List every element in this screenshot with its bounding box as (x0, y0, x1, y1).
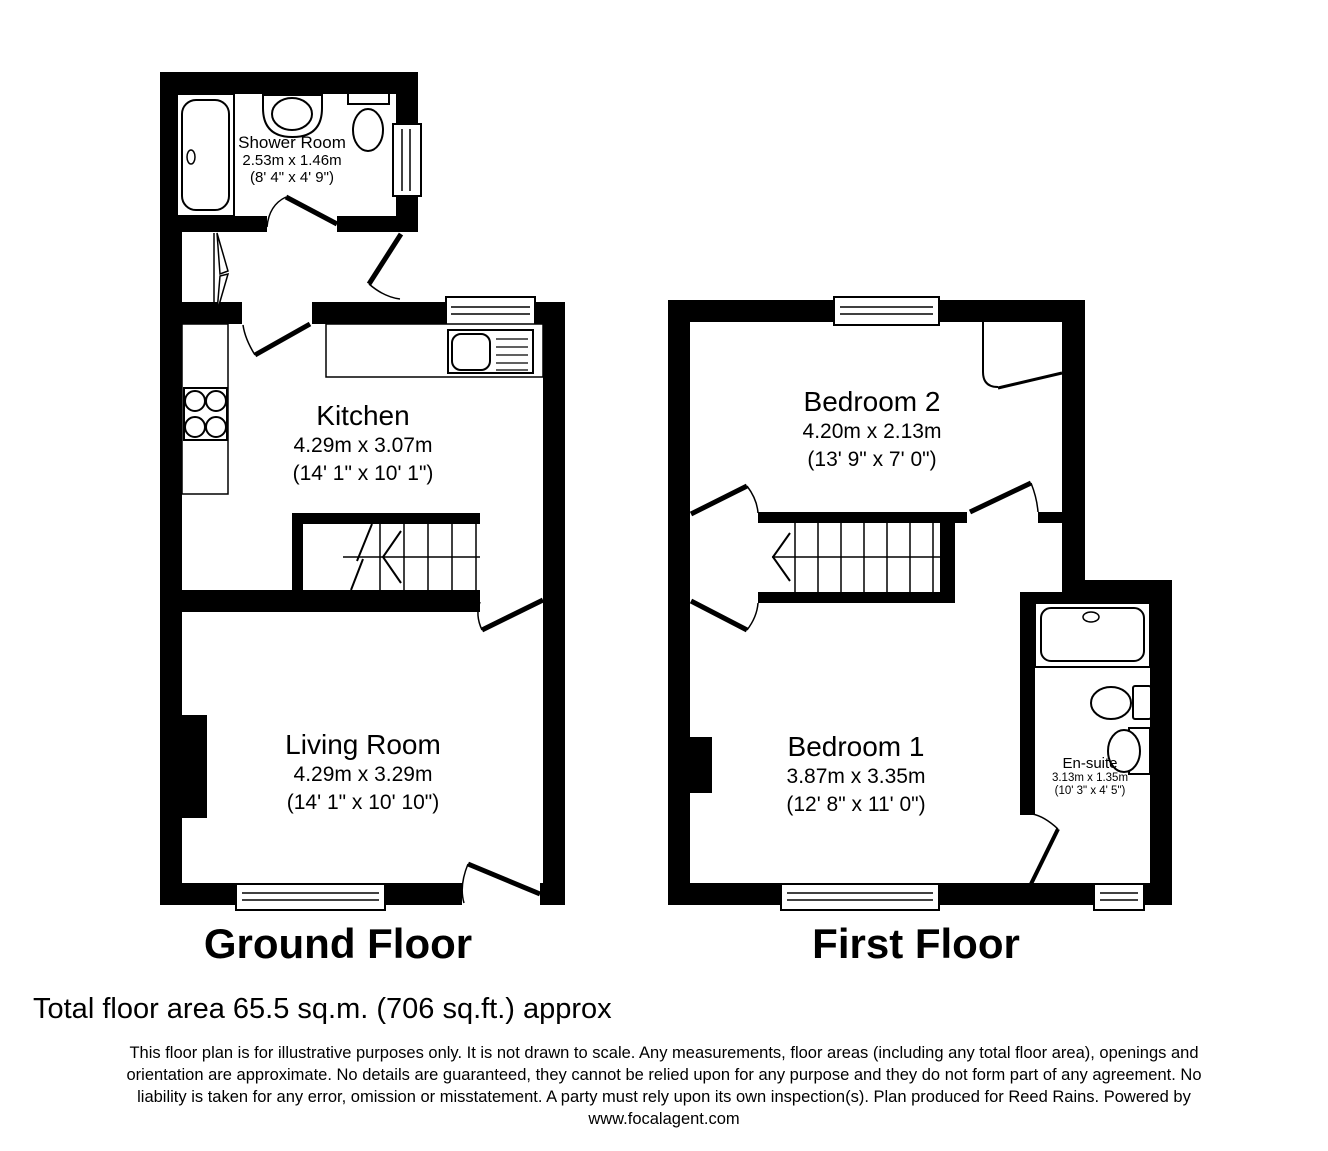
toilet-fixture-shower-room (348, 93, 389, 151)
room-label-bedroom1 (786, 730, 925, 819)
room-dim-metric: 3.87m x 3.35m (786, 765, 926, 788)
ground-floor-title: Ground Floor (203, 920, 473, 967)
window-bedroom1 (781, 884, 939, 910)
sink-fixture-kitchen (448, 330, 533, 373)
room-dim-imperial: (10' 3" x 4' 5") (1054, 785, 1126, 797)
window-ensuite (1094, 884, 1144, 910)
room-dim-imperial: (13' 9" x 7' 0") (807, 448, 937, 471)
door-kitchen-living (478, 600, 543, 630)
bath-fixture (177, 94, 234, 216)
door-bedroom2-left (691, 486, 758, 514)
room-label-ensuite (1052, 755, 1128, 798)
room-dim-imperial: (14' 1" x 10' 1") (292, 462, 434, 485)
disclaimer-line: orientation are approximate. No details are guaranteed, they cannot be relied upon for any purpose and they do not form part of any agreement. No (126, 1066, 1202, 1084)
room-label-living-room (285, 728, 441, 817)
chimney-breast-bedroom1 (690, 737, 712, 793)
toilet-fixture-ensuite (1091, 686, 1151, 719)
stairs-ground-floor (343, 524, 480, 590)
room-name: Shower Room (238, 133, 346, 152)
disclaimer (14, 1042, 1314, 1130)
room-name: Living Room (285, 729, 441, 760)
room-dim-metric: 3.13m x 1.35m (1051, 772, 1129, 784)
door-bedroom1 (691, 601, 758, 630)
room-dim-metric: 4.29m x 3.07m (293, 434, 433, 457)
window-living-room (236, 884, 385, 910)
door-shower-room (267, 197, 337, 227)
room-label-bedroom2 (803, 385, 942, 474)
basin-fixture-shower-room (263, 95, 322, 137)
stairs-first-floor (772, 523, 940, 592)
disclaimer-line: www.focalagent.com (588, 1110, 740, 1128)
door-side-entrance (369, 234, 401, 299)
disclaimer-line: This floor plan is for illustrative purposes only. It is not drawn to scale. Any measurements, floor areas (including any total floor area), openings and (129, 1044, 1199, 1062)
first-floor-title: First Floor (812, 920, 1020, 967)
room-dim-imperial: (14' 1" x 10' 10") (286, 791, 440, 814)
room-dim-imperial: (12' 8" x 11' 0") (786, 793, 926, 816)
room-dim-metric: 4.29m x 3.29m (293, 763, 433, 786)
disclaimer-line: liability is taken for any error, omission or misstatement. A party must rely upon its own inspection(s). Plan produced for Reed Rains. Powered by (137, 1088, 1191, 1106)
door-kitchen (243, 324, 310, 355)
shower-tray-fixture (1035, 603, 1150, 667)
room-name: En-suite (1062, 755, 1118, 772)
window-bedroom2 (834, 297, 939, 325)
door-front-entrance (462, 864, 540, 903)
hob-fixture (184, 388, 227, 440)
door-bifold-hall (214, 233, 228, 312)
chimney-breast-living (182, 715, 207, 818)
room-dim-imperial: (8' 4" x 4' 9") (250, 169, 334, 186)
door-ensuite (1030, 814, 1058, 886)
room-dim-metric: 2.53m x 1.46m (242, 152, 342, 169)
window-shower-room (393, 124, 421, 196)
wardrobe-bedroom2 (983, 322, 1062, 388)
room-dim-metric: 4.20m x 2.13m (802, 420, 942, 443)
room-name: Bedroom 1 (787, 731, 925, 762)
window-kitchen (446, 297, 535, 325)
room-name: Kitchen (316, 400, 410, 431)
door-bedroom2-right (970, 483, 1038, 512)
room-label-kitchen (293, 399, 434, 488)
total-floor-area: Total floor area 65.5 sq.m. (706 sq.ft.) approx (33, 993, 612, 1025)
room-label-shower-room (238, 133, 346, 186)
room-name: Bedroom 2 (803, 386, 941, 417)
